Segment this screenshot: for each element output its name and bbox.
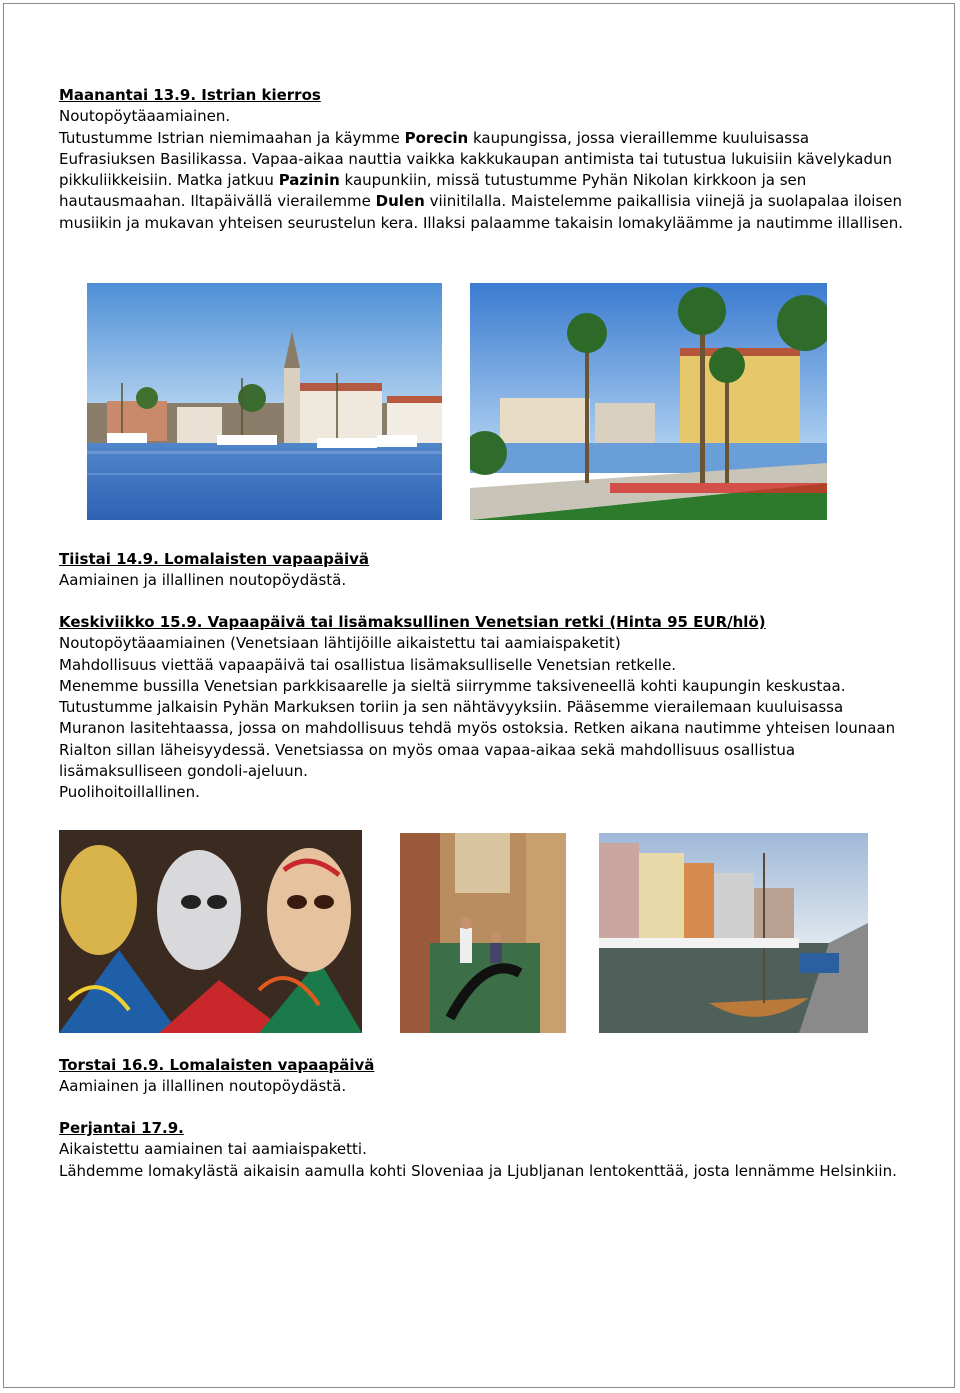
day5-departure: Lähdemme lomakylästä aikaisin aamulla kohti Sloveniaa ja Ljubljanan lentokenttää, josta lennämme Helsinkiin.	[59, 1161, 897, 1180]
day1-text-a: Tutustumme Istrian niemimaahan ja käymme	[59, 128, 405, 147]
day1-porec: Porecin	[404, 128, 469, 147]
day3-heading: Keskiviikko 15.9. Vapaapäivä tai lisämaksullinen Venetsian retki (Hinta 95 EUR/hlö)	[59, 613, 766, 631]
day2-section	[59, 549, 909, 592]
day5-heading: Perjantai 17.9.	[59, 1119, 184, 1137]
canal-boats-photo	[599, 833, 868, 1033]
day3-description: Menemme bussilla Venetsian parkkisaarelle ja sieltä siirrymme taksiveneellä kohti kaupungin keskustaa. Tutustumme jalkaisin Pyhän Markuksen toriin ja sen nähtävyyksiin. Pääsemme vierailemaan kuuluisassa Muranon lasitehtaassa, jossa on mahdollisuus tehdä myös ostoksia. Retken aikana nautimme yhteisen lounaan Rialton sillan läheisyydessä. Venetsiassa on myös omaa vapaa-aikaa sekä mahdollisuus osallistua lisämaksulliseen gondoli-ajeluun.	[59, 676, 896, 781]
day1-description	[59, 128, 909, 234]
porec-harbour-photo	[87, 283, 442, 520]
day3-dinner: Puolihoitoillallinen.	[59, 783, 200, 802]
day4-section	[59, 1055, 909, 1098]
day5-breakfast: Aikaistettu aamiainen tai aamiaispaketti.	[59, 1140, 367, 1159]
day1-text-c: kaupungissa, jossa vieraillemme kuuluisassa Eufrasiuksen Basilikassa. Vapaa-aikaa nauttia vaikka kakkukaupan antimista tai tutustua lukuisiin kävelykadun pikkuliikkeisiin. Matka jatkuu	[59, 128, 893, 190]
day1-pazin: Pazinin	[278, 171, 340, 190]
day3-breakfast: Noutopöytäaamiainen (Venetsiaan lähtijöille aikaistettu tai aamiaispaketit)	[59, 634, 621, 653]
day4-heading: Torstai 16.9. Lomalaisten vapaapäivä	[59, 1056, 375, 1074]
day3-section	[59, 612, 909, 804]
day1-dule: Dulen	[375, 192, 425, 211]
porec-promenade-photo	[470, 283, 827, 520]
day4-meals: Aamiainen ja illallinen noutopöydästä.	[59, 1077, 347, 1096]
day1-text-e: kaupunkiin, missä tutustumme Pyhän Nikolan kirkkoon ja sen hautausmaahan. Iltapäivällä vierailemme	[59, 171, 807, 211]
venice-masks-photo	[59, 830, 362, 1033]
gondola-canal-photo	[400, 833, 566, 1033]
day1-section	[59, 85, 909, 234]
day2-heading: Tiistai 14.9. Lomalaisten vapaapäivä	[59, 550, 370, 568]
day2-meals: Aamiainen ja illallinen noutopöydästä.	[59, 571, 347, 590]
day1-breakfast: Noutopöytäaamiainen.	[59, 107, 231, 126]
day5-section	[59, 1118, 909, 1182]
day1-heading: Maanantai 13.9. Istrian kierros	[59, 86, 321, 104]
day1-text-g: viinitilalla. Maistelemme paikallisia viinejä ja suolapalaa iloisen musiikin ja mukavan yhteisen seurustelun kera. Illaksi palaamme takaisin lomakyläämme ja nautimme illallisen.	[59, 192, 904, 232]
day3-option: Mahdollisuus viettää vapaapäivä tai osallistua lisämaksulliselle Venetsian retkelle.	[59, 655, 677, 674]
